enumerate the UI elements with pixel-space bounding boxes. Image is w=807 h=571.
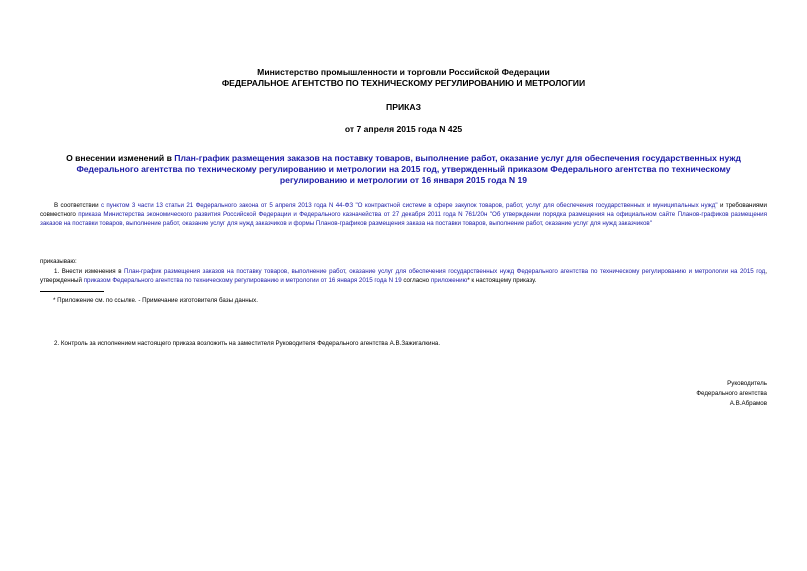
item-1-text-2: , утвержденный (40, 268, 768, 284)
item-1-text-4: * к настоящему приказу. (467, 277, 537, 284)
signature-organization: Федерального агентства (696, 390, 767, 397)
document-date-number: от 7 апреля 2015 года N 425 (344, 124, 463, 134)
title-plan-link[interactable]: План-график размещения заказов на поставку товаров, выполнение работ, оказание услуг для обеспечения государственных нужд Федерального агентства по техническому регулированию и метрологии на 2015 год, утвержденный приказом Федерального агентства по техническому регулированию и метрологии от 16 января 2015 года N 19 (76, 153, 741, 185)
federal-law-link[interactable]: с пунктом 3 части 13 статьи 21 Федерального закона от 5 апреля 2013 года N 44-ФЗ "О контрактной системе в сфере закупок товаров, работ, услуг для обеспечения государственных и муниципальных нужд" (100, 202, 718, 209)
footnote: * Приложение см. по ссылке. - Примечание изготовителя базы данных. (53, 297, 258, 304)
signature-position: Руководитель (727, 380, 767, 387)
footnote-separator (40, 291, 104, 292)
agency-heading: ФЕДЕРАЛЬНОЕ АГЕНТСТВО ПО ТЕХНИЧЕСКОМУ РЕГУЛИРОВАНИЮ И МЕТРОЛОГИИ (221, 78, 586, 88)
signature-block (696, 379, 767, 409)
preamble-text-2: и требованиями совместного (40, 202, 767, 218)
document-type: ПРИКАЗ (386, 102, 421, 112)
preamble-paragraph (40, 201, 767, 228)
item-2-paragraph: 2. Контроль за исполнением настоящего приказа возложить на заместителя Руководителя Федерального агентства А.В.Зажигалкина. (54, 340, 441, 347)
item-1-text-1: 1. Внести изменения в (54, 268, 125, 275)
order-word: приказываю: (40, 258, 77, 265)
order-19-link[interactable]: приказом Федерального агентства по техническому регулированию и метрологии от 16 января 2015 года N 19 (83, 277, 402, 284)
appendix-link[interactable]: приложению (430, 277, 468, 284)
document-title (60, 153, 747, 186)
preamble-text-1: В соответствии (54, 202, 101, 209)
item-1-text-3: согласно (401, 277, 431, 284)
plan-schedule-link[interactable]: План-график размещения заказов на поставку товаров, выполнение работ, оказание услуг для обеспечения государственных нужд Федерального агентства по техническому регулированию и метрологии на 2015 год (124, 268, 766, 275)
signature-name: А.В.Абрамов (729, 400, 767, 407)
title-prefix: О внесении изменений в (66, 153, 175, 163)
joint-order-link[interactable]: приказа Министерства экономического развития Российской Федерации и Федерального казначейства от 27 декабря 2011 года N 761/20н "Об утверждении порядка размещения на официальном сайте Планов-графиков размещения заказов на поставки товаров, выполнение работ, оказание услуг для нужд заказчиков и формы Планов-графиков размещения заказа на поставки товаров, выполнение работ, оказание услуг для нужд заказчиков" (40, 211, 767, 227)
ministry-heading: Министерство промышленности и торговли Российской Федерации (257, 67, 550, 77)
item-1-paragraph (40, 267, 767, 285)
